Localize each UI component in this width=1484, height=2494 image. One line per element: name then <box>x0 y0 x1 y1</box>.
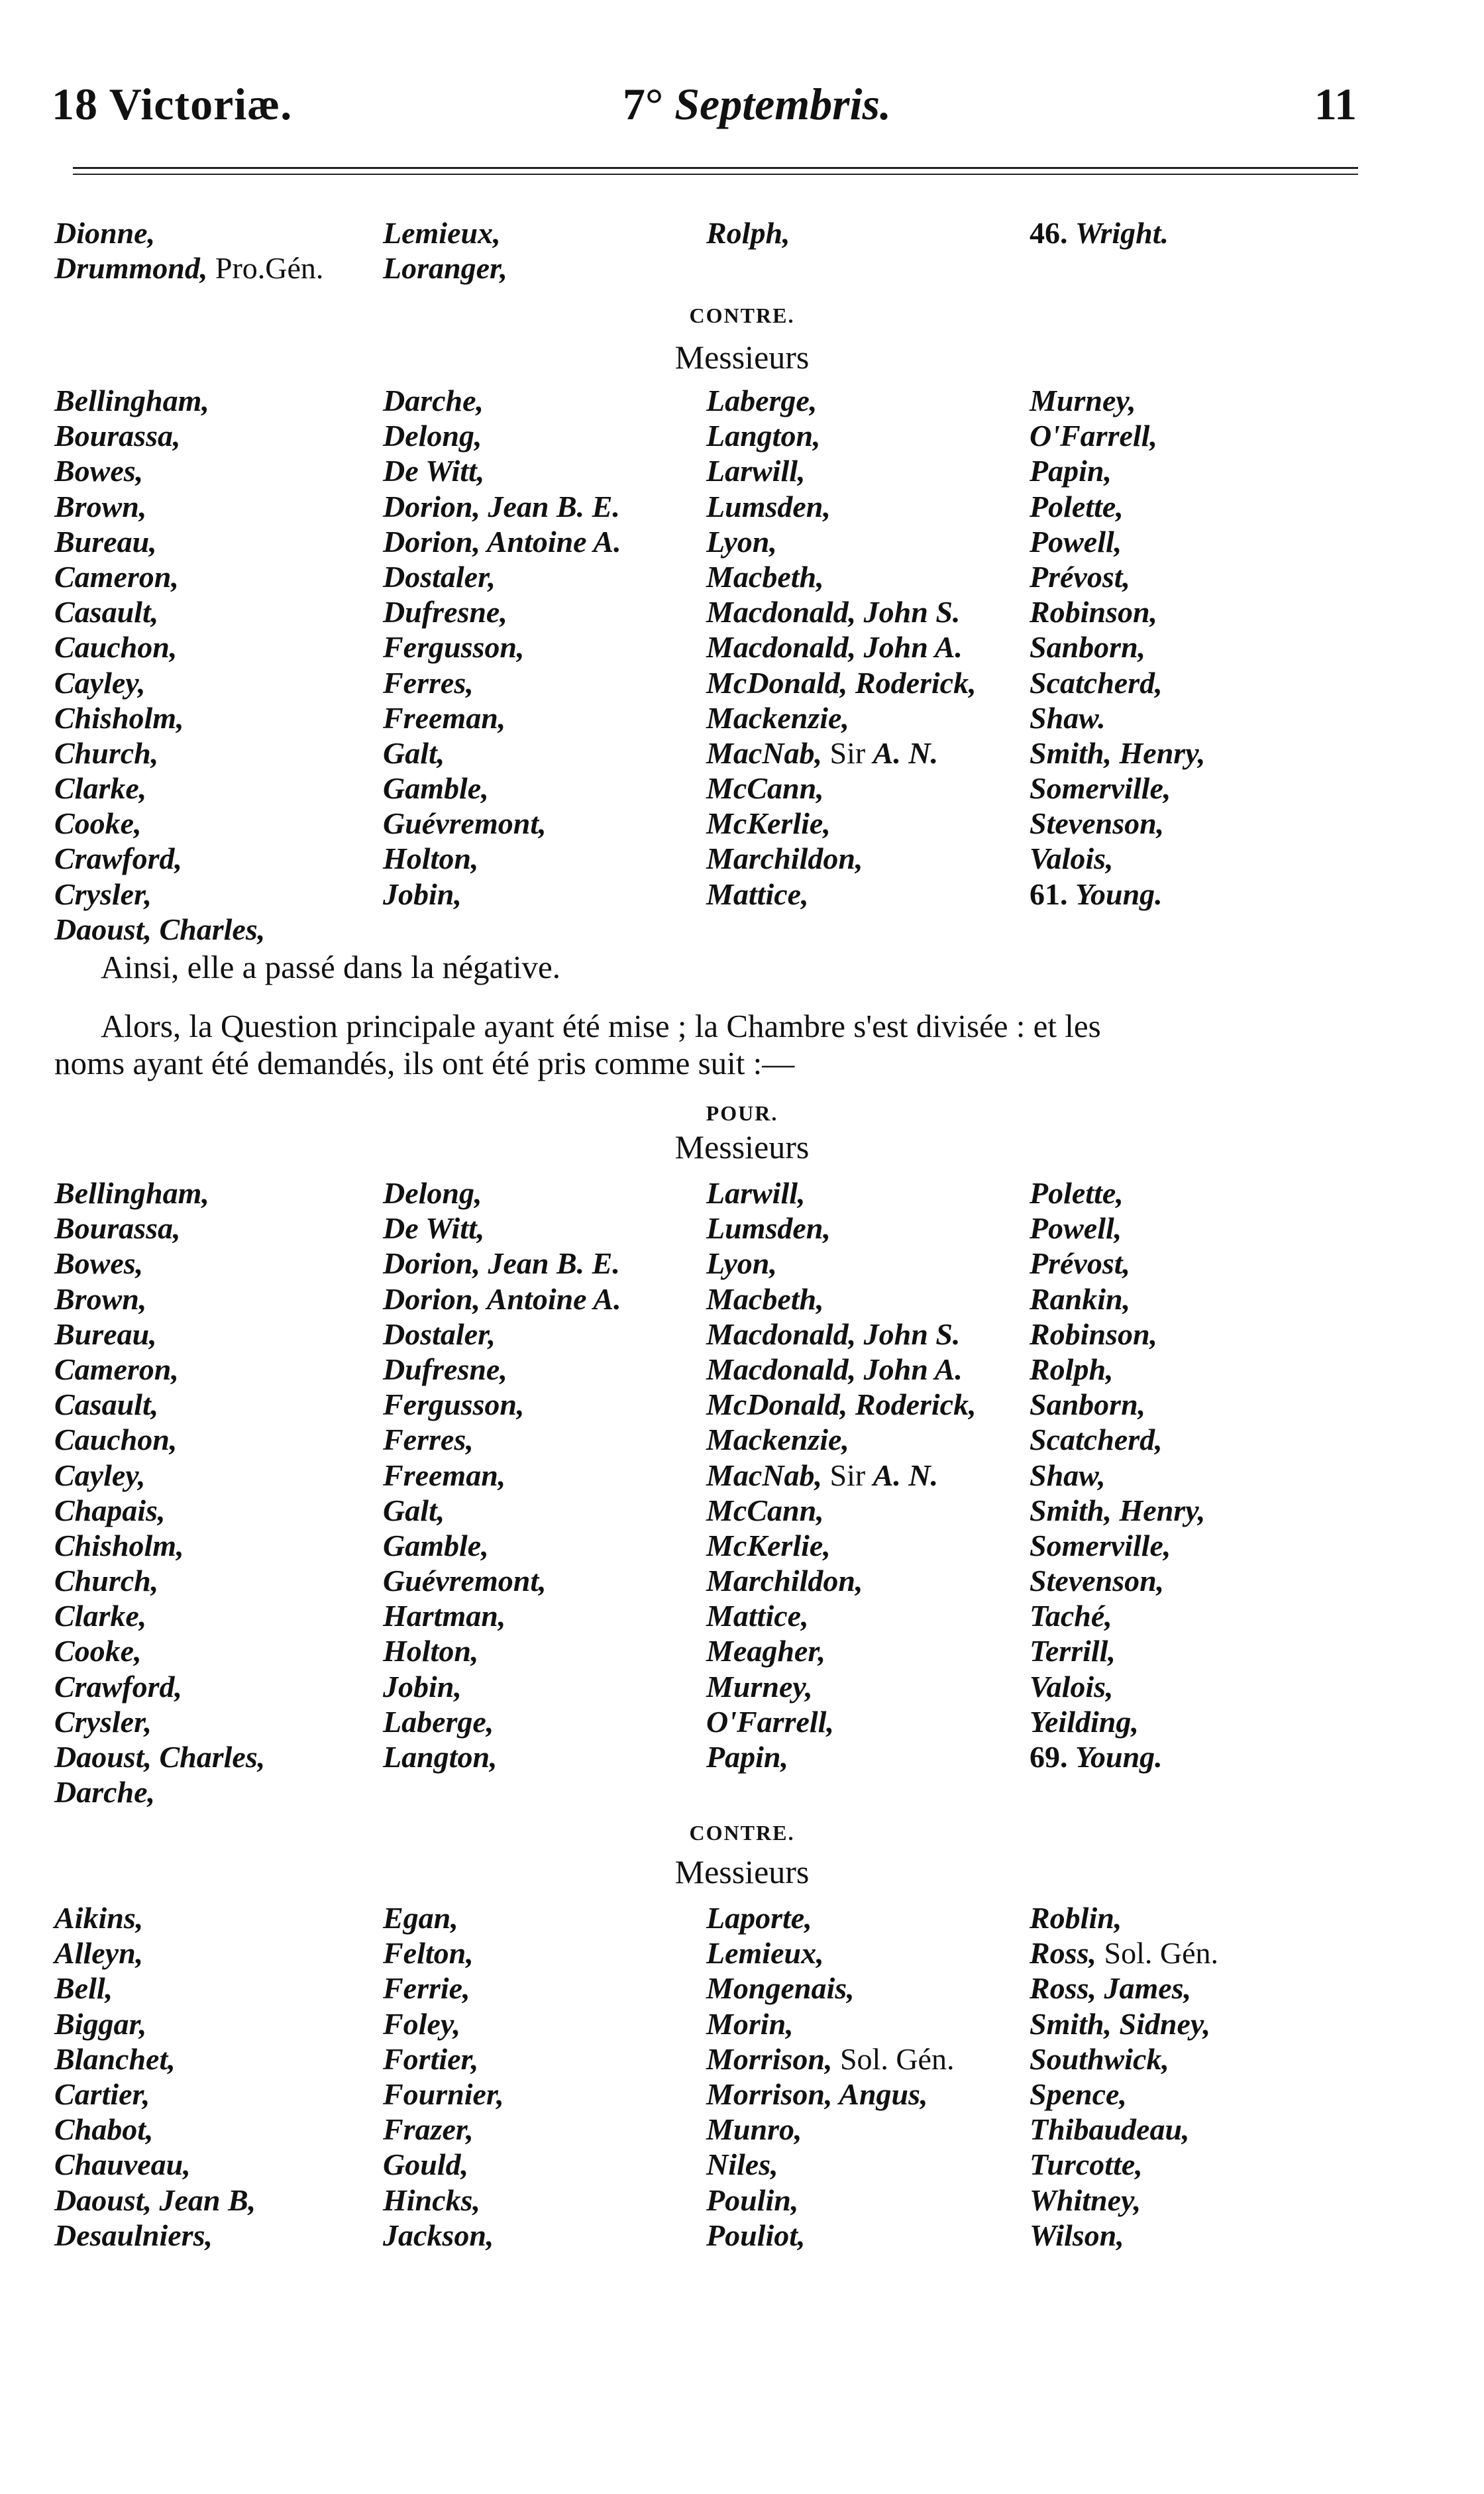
name-row <box>54 1458 1366 1493</box>
member-name: Whitney, <box>1030 2183 1141 2217</box>
member-name: Mongenais, <box>706 1971 855 2006</box>
member-name: Cayley, <box>54 1458 146 1492</box>
member-name: Aikins, <box>54 1901 144 1935</box>
date-month: Septembris. <box>674 79 891 129</box>
member-name: Mackenzie, <box>706 700 849 735</box>
member-name: Cooke, <box>54 806 142 841</box>
member-name: Morrison, Sol. Gén. <box>706 2041 955 2076</box>
member-name: Dostaler, <box>383 1317 496 1351</box>
member-name: Dufresne, <box>383 1352 507 1386</box>
member-name: Scatcherd, <box>1030 1423 1163 1457</box>
member-name: Jobin, <box>383 1669 462 1704</box>
name-row <box>54 2041 1366 2077</box>
name-row <box>54 1422 1366 1457</box>
name-row <box>54 250 1366 286</box>
member-name: Guévremont, <box>383 1564 547 1598</box>
name-row <box>54 418 1366 453</box>
member-name: Stevenson, <box>1030 806 1165 841</box>
name-row <box>54 1935 1366 1971</box>
name-row <box>54 2077 1366 2112</box>
name-row <box>54 1774 1366 1810</box>
member-name: Cayley, <box>54 665 146 700</box>
section-label-contre-2: CONTRE. <box>689 1821 795 1845</box>
member-name: Fergusson, <box>383 630 525 665</box>
member-name: Macdonald, John S. <box>706 595 961 629</box>
member-name: Cooke, <box>54 1634 142 1668</box>
member-name: Cameron, <box>54 559 179 594</box>
member-name: Murney, <box>706 1669 813 1704</box>
member-name: Powell, <box>1030 1211 1122 1246</box>
name-row <box>54 806 1366 841</box>
member-name: Alleyn, <box>54 1936 144 1971</box>
member-name: Mattice, <box>706 1599 809 1633</box>
member-name: Clarke, <box>54 771 147 806</box>
member-name: Holton, <box>383 841 479 876</box>
session-title: 18 Victoriæ. <box>52 79 293 129</box>
member-name: McCann, <box>706 771 824 806</box>
member-name: Marchildon, <box>706 841 863 876</box>
member-name: Langton, <box>383 1740 498 1774</box>
member-name: Darche, <box>383 384 484 417</box>
date-heading <box>623 78 891 131</box>
name-row <box>54 841 1366 876</box>
name-row <box>54 2006 1366 2041</box>
member-name: Spence, <box>1030 2077 1127 2111</box>
member-name: Smith, Henry, <box>1030 735 1206 770</box>
member-name: Desaulniers, <box>54 2218 213 2252</box>
member-name: Chauveau, <box>54 2147 191 2182</box>
member-name: Pouliot, <box>706 2218 806 2252</box>
member-name: Ferrie, <box>383 1971 470 2006</box>
member-name: De Witt, <box>383 454 485 488</box>
header-rule-thin <box>73 174 1358 175</box>
name-row <box>54 1971 1366 2006</box>
member-name: Crysler, <box>54 877 152 911</box>
member-name: Dorion, Jean B. E. <box>383 1246 620 1281</box>
member-name: Ross, James, <box>1030 1971 1192 2006</box>
division-text-line2: noms ayant été demandés, ils ont été pris comme suit :— <box>54 1045 795 1081</box>
member-name: Jobin, <box>383 877 462 911</box>
name-row <box>54 1704 1366 1739</box>
member-name: Niles, <box>706 2147 778 2182</box>
member-name: Crawford, <box>54 841 182 876</box>
section-heading-messieurs: Messieurs <box>674 339 810 376</box>
result-text: Ainsi, elle a passé dans la négative. <box>101 949 560 985</box>
member-name: Sanborn, <box>1030 630 1146 665</box>
member-name: Somerville, <box>1030 771 1171 806</box>
name-row <box>54 1317 1366 1352</box>
member-name: Macdonald, John S. <box>706 1317 961 1351</box>
member-name: Laporte, <box>706 1901 812 1935</box>
section-contre-list <box>54 383 1366 947</box>
member-name: Guévremont, <box>383 806 547 841</box>
member-name: Lemieux, <box>706 1936 824 1971</box>
member-name: Shaw. <box>1030 700 1106 735</box>
member-name: Gould, <box>383 2147 469 2182</box>
name-row <box>54 1246 1366 1281</box>
member-name: Roblin, <box>1030 1901 1122 1935</box>
member-name: Morin, <box>706 2006 794 2041</box>
member-name: Shaw, <box>1030 1458 1106 1492</box>
section-pour-continued <box>54 215 1366 286</box>
member-name: Hincks, <box>383 2183 480 2217</box>
member-name: Freeman, <box>383 700 506 735</box>
member-name: Turcotte, <box>1030 2147 1143 2182</box>
member-name: O'Farrell, <box>1030 419 1157 453</box>
member-name: Casault, <box>54 1387 159 1422</box>
member-name: Holton, <box>383 1634 479 1668</box>
member-name: Taché, <box>1030 1599 1112 1633</box>
section-pour-list <box>54 1175 1366 1810</box>
member-name: Lemieux, <box>383 216 501 250</box>
member-name: Polette, <box>1030 489 1124 523</box>
member-name: Freeman, <box>383 1458 506 1492</box>
member-name: Valois, <box>1030 841 1114 876</box>
name-row <box>54 2218 1366 2253</box>
name-row <box>54 629 1366 665</box>
member-name: Macbeth, <box>706 1281 824 1316</box>
member-name: Macdonald, John A. <box>706 1352 963 1386</box>
member-name: Bell, <box>54 1971 113 2006</box>
name-row <box>54 665 1366 700</box>
name-row <box>54 1493 1366 1528</box>
name-row <box>54 1598 1366 1633</box>
member-name: Bourassa, <box>54 419 181 453</box>
name-row <box>54 489 1366 524</box>
member-name: Rankin, <box>1030 1281 1131 1316</box>
member-name: Terrill, <box>1030 1634 1116 1668</box>
result-paragraph <box>54 949 1373 986</box>
member-name: Stevenson, <box>1030 1564 1165 1598</box>
member-name: Rolph, <box>706 216 790 250</box>
member-name: Cartier, <box>54 2077 150 2111</box>
member-name: Bureau, <box>54 524 157 559</box>
name-row <box>54 1175 1366 1211</box>
division-paragraph <box>54 1008 1373 1082</box>
name-row <box>54 1528 1366 1563</box>
page-number: 11 <box>1314 79 1357 129</box>
member-name: Chisholm, <box>54 700 184 735</box>
member-name: Drummond, Pro.Gén. <box>54 251 324 286</box>
member-name: McKerlie, <box>706 1528 831 1562</box>
member-name: Smith, Henry, <box>1030 1493 1206 1527</box>
member-name: Bowes, <box>54 454 144 488</box>
name-row <box>54 700 1366 735</box>
name-row <box>54 594 1366 629</box>
section-contre-list-2 <box>54 1900 1366 2253</box>
member-name: Dostaler, <box>383 559 496 594</box>
name-row <box>54 453 1366 488</box>
member-name: Smith, Sidney, <box>1030 2006 1211 2041</box>
name-row <box>54 1387 1366 1422</box>
name-row <box>54 2183 1366 2218</box>
division-text-line1: Alors, la Question principale ayant été mise ; la Chambre s'est divisée : et les <box>101 1008 1101 1044</box>
member-name: MacNab, Sir A. N. <box>706 735 939 770</box>
member-name: Laberge, <box>383 1704 494 1739</box>
member-name: Cameron, <box>54 1352 179 1386</box>
member-name: Prévost, <box>1030 1246 1131 1281</box>
section-label-contre: CONTRE. <box>689 303 795 327</box>
member-name: Meagher, <box>706 1634 826 1668</box>
member-name: Valois, <box>1030 1669 1114 1704</box>
member-name: Delong, <box>383 419 482 453</box>
member-name: Munro, <box>706 2112 802 2147</box>
name-row <box>54 1900 1366 1935</box>
member-name: Dorion, Antoine A. <box>383 1281 621 1316</box>
member-name: McKerlie, <box>706 806 831 841</box>
name-row <box>54 735 1366 771</box>
section-heading-messieurs-pour: Messieurs <box>674 1128 810 1166</box>
member-name: Southwick, <box>1030 2041 1169 2076</box>
member-name: Papin, <box>706 1740 788 1774</box>
member-name: Chisholm, <box>54 1528 184 1562</box>
member-name: Clarke, <box>54 1599 147 1633</box>
member-name: Bureau, <box>54 1317 157 1351</box>
name-row <box>54 215 1366 250</box>
name-row <box>54 1352 1366 1387</box>
member-name: Chabot, <box>54 2112 154 2147</box>
member-name: Sanborn, <box>1030 1387 1146 1422</box>
member-name: Macbeth, <box>706 559 824 594</box>
member-name: Ferres, <box>383 665 474 700</box>
member-name: Mattice, <box>706 877 809 911</box>
member-name: 61. Young. <box>1030 877 1163 911</box>
member-name: McDonald, Roderick, <box>706 1387 977 1422</box>
member-name: Laberge, <box>706 384 818 417</box>
member-name: Crysler, <box>54 1704 152 1739</box>
member-name: Macdonald, John A. <box>706 630 963 665</box>
member-name: 69. Young. <box>1030 1740 1163 1774</box>
member-name: Delong, <box>383 1176 482 1210</box>
name-row <box>54 2112 1366 2147</box>
member-name: Larwill, <box>706 454 806 488</box>
member-name: Cauchon, <box>54 630 178 665</box>
name-row <box>54 1563 1366 1598</box>
member-name: Lumsden, <box>706 1211 831 1246</box>
member-name: Galt, <box>383 1493 445 1527</box>
member-name: Daoust, Jean B, <box>54 2183 256 2217</box>
header-rule <box>73 167 1358 169</box>
member-name: Brown, <box>54 1281 147 1316</box>
name-row <box>54 524 1366 559</box>
member-name: Robinson, <box>1030 1317 1158 1351</box>
member-name: Casault, <box>54 595 159 629</box>
member-name: De Witt, <box>383 1211 485 1246</box>
member-name: Poulin, <box>706 2183 799 2217</box>
member-name: Lumsden, <box>706 489 831 523</box>
member-name: Dorion, Jean B. E. <box>383 489 620 523</box>
member-name: Gamble, <box>383 1528 489 1562</box>
member-name: Thibaudeau, <box>1030 2112 1190 2147</box>
member-name: 46. Wright. <box>1030 216 1169 250</box>
name-row <box>54 559 1366 594</box>
member-name: O'Farrell, <box>706 1704 834 1739</box>
name-row <box>54 771 1366 806</box>
member-name: Bourassa, <box>54 1211 181 1246</box>
member-name: Fergusson, <box>383 1387 525 1422</box>
member-name: Foley, <box>383 2006 461 2041</box>
member-name: Rolph, <box>1030 1352 1114 1386</box>
section-label-pour: POUR. <box>706 1101 778 1125</box>
member-name: Lyon, <box>706 524 777 559</box>
member-name: Daoust, Charles, <box>54 912 266 946</box>
member-name: Ferres, <box>383 1423 474 1457</box>
name-row <box>54 1211 1366 1246</box>
member-name: Blanchet, <box>54 2041 176 2076</box>
member-name: Papin, <box>1030 454 1112 488</box>
member-name: Larwill, <box>706 1176 806 1210</box>
member-name: Chapais, <box>54 1493 166 1527</box>
member-name: Church, <box>54 735 159 770</box>
member-name: Fortier, <box>383 2041 479 2076</box>
member-name: Scatcherd, <box>1030 665 1163 700</box>
name-row <box>54 1281 1366 1317</box>
member-name: Yeilding, <box>1030 1704 1139 1739</box>
member-name: Dionne, <box>54 216 156 250</box>
section-heading-messieurs-contre-2: Messieurs <box>674 1853 810 1890</box>
member-name: Langton, <box>706 419 821 453</box>
member-name: Prévost, <box>1030 559 1131 594</box>
member-name: Wilson, <box>1030 2218 1124 2252</box>
member-name: MacNab, Sir A. N. <box>706 1458 939 1492</box>
member-name: Daoust, Charles, <box>54 1740 266 1774</box>
member-name: Fournier, <box>383 2077 504 2111</box>
name-row <box>54 1739 1366 1774</box>
member-name: Somerville, <box>1030 1528 1171 1562</box>
member-name: Egan, <box>383 1901 458 1935</box>
member-name: Cauchon, <box>54 1423 178 1457</box>
member-name: Bellingham, <box>54 1176 209 1210</box>
name-row <box>54 1633 1366 1668</box>
member-name: Gamble, <box>383 771 489 806</box>
member-name: Galt, <box>383 735 445 770</box>
name-row <box>54 1669 1366 1704</box>
member-name: Dufresne, <box>383 595 507 629</box>
member-name: Darche, <box>54 1775 156 1810</box>
member-name: Crawford, <box>54 1669 182 1704</box>
name-row <box>54 912 1366 947</box>
member-name: Brown, <box>54 489 147 523</box>
member-name: Felton, <box>383 1936 474 1971</box>
member-name: Church, <box>54 1564 159 1598</box>
member-name: Murney, <box>1030 384 1136 417</box>
page-header <box>52 78 1357 131</box>
member-name: Bellingham, <box>54 384 209 417</box>
member-name: Biggar, <box>54 2006 147 2041</box>
member-name: Frazer, <box>383 2112 474 2147</box>
member-name: Marchildon, <box>706 1564 863 1598</box>
member-name: Robinson, <box>1030 595 1158 629</box>
name-row <box>54 2147 1366 2182</box>
member-name: Ross, Sol. Gén. <box>1030 1936 1218 1971</box>
member-name: McCann, <box>706 1493 824 1527</box>
member-name: Bowes, <box>54 1246 144 1281</box>
member-name: Loranger, <box>383 251 507 286</box>
member-name: Mackenzie, <box>706 1423 849 1457</box>
member-name: Jackson, <box>383 2218 494 2252</box>
member-name: Morrison, Angus, <box>706 2077 928 2111</box>
member-name: Lyon, <box>706 1246 777 1281</box>
member-name: Powell, <box>1030 524 1122 559</box>
date-day: 7° <box>623 79 664 129</box>
member-name: McDonald, Roderick, <box>706 665 977 700</box>
member-name: Dorion, Antoine A. <box>383 524 621 559</box>
name-row <box>54 877 1366 912</box>
name-row <box>54 383 1366 418</box>
member-name: Hartman, <box>383 1599 506 1633</box>
member-name: Polette, <box>1030 1176 1124 1210</box>
